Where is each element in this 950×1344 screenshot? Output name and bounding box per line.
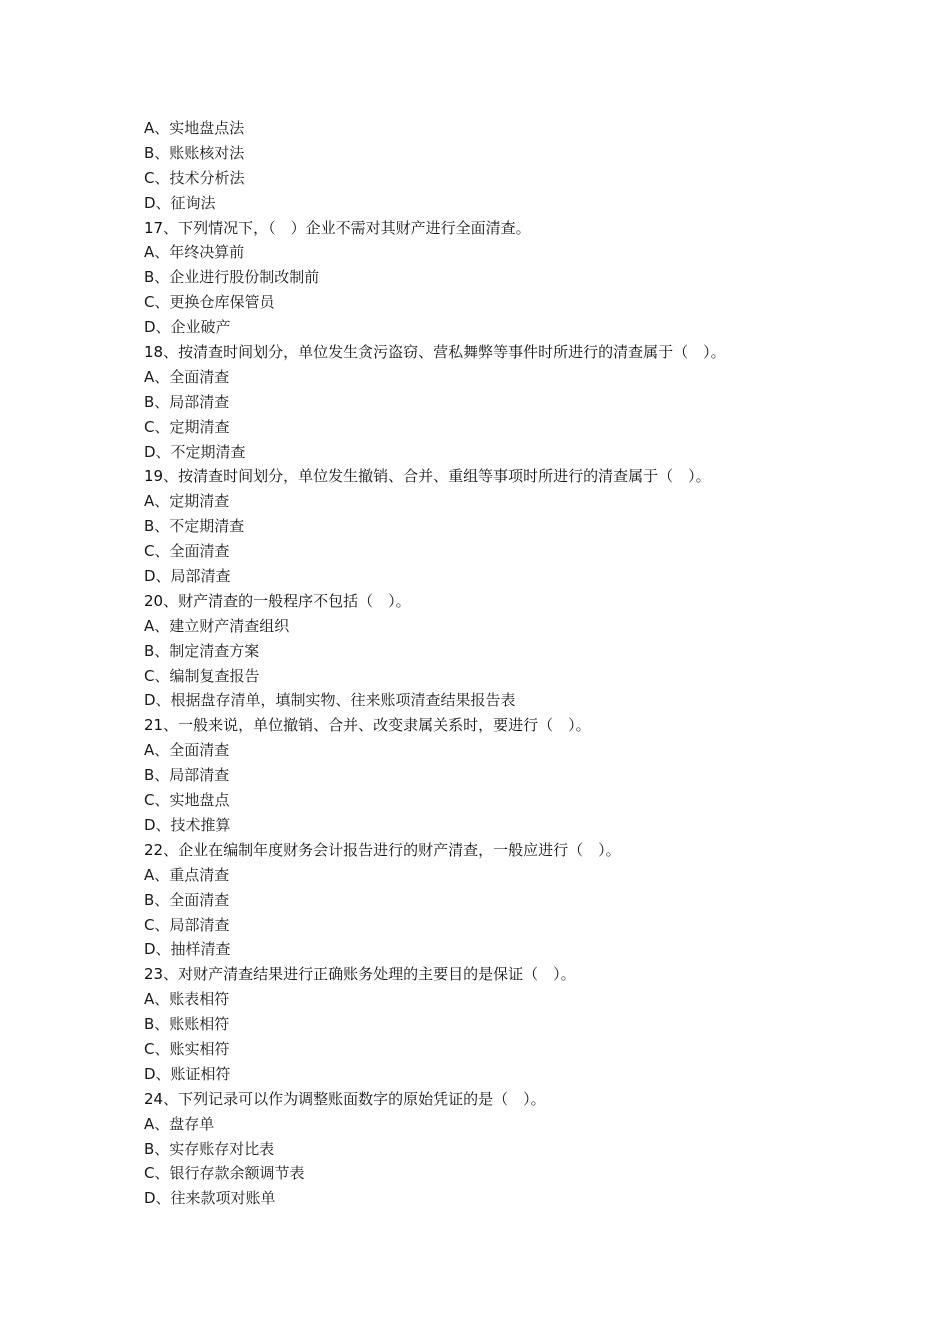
question-20: 20、财产清查的一般程序不包括（ ）。 bbox=[144, 591, 411, 610]
option-b: B、全面清查 bbox=[144, 890, 230, 909]
question-23: 23、对财产清查结果进行正确账务处理的主要目的是保证（ ）。 bbox=[144, 965, 576, 984]
option-d: D、抽样清查 bbox=[144, 940, 231, 959]
option-c: C、编制复查报告 bbox=[144, 666, 260, 685]
question-18: 18、按清查时间划分，单位发生贪污盗窃、营私舞弊等事件时所进行的清查属于（ ）。 bbox=[144, 343, 726, 362]
option-c: C、银行存款余额调节表 bbox=[144, 1164, 305, 1183]
option-c: C、更换仓库保管员 bbox=[144, 293, 275, 312]
option-b: B、实存账存对比表 bbox=[144, 1139, 275, 1158]
option-b: B、不定期清查 bbox=[144, 517, 245, 536]
option-a: A、实地盘点法 bbox=[144, 119, 245, 137]
question-24: 24、下列记录可以作为调整账面数字的原始凭证的是（ ）。 bbox=[144, 1089, 546, 1108]
option-b: B、账账核对法 bbox=[144, 143, 245, 162]
question-22: 22、企业在编制年度财务会计报告进行的财产清查，一般应进行（ ）。 bbox=[144, 840, 621, 859]
option-d: D、账证相符 bbox=[144, 1064, 231, 1083]
option-a: A、全面清查 bbox=[144, 367, 230, 386]
question-21: 21、一般来说，单位撤销、合并、改变隶属关系时，要进行（ ）。 bbox=[144, 716, 591, 735]
option-b: B、局部清查 bbox=[144, 766, 230, 785]
option-c: C、定期清查 bbox=[144, 417, 230, 436]
option-b: B、企业进行股份制改制前 bbox=[144, 268, 320, 287]
option-c: C、账实相符 bbox=[144, 1039, 230, 1058]
option-d: D、技术推算 bbox=[144, 815, 231, 834]
option-b: B、制定清查方案 bbox=[144, 641, 260, 660]
question-19: 19、按清查时间划分，单位发生撤销、合并、重组等事项时所进行的清查属于（ ）。 bbox=[144, 467, 711, 486]
option-d: D、根据盘存清单，填制实物、往来账项清查结果报告表 bbox=[144, 691, 516, 710]
option-a: A、全面清查 bbox=[144, 741, 230, 760]
option-c: C、局部清查 bbox=[144, 915, 230, 934]
option-a: A、建立财产清查组织 bbox=[144, 616, 290, 635]
option-d: D、征询法 bbox=[144, 193, 216, 212]
option-d: D、企业破产 bbox=[144, 318, 231, 337]
question-17: 17、下列情况下，（ ）企业不需对其财产进行全面清查。 bbox=[144, 218, 531, 237]
option-a: A、盘存单 bbox=[144, 1114, 215, 1133]
option-b: B、账账相符 bbox=[144, 1015, 230, 1034]
option-a: A、年终决算前 bbox=[144, 243, 245, 262]
option-c: C、技术分析法 bbox=[144, 168, 245, 187]
option-c: C、全面清查 bbox=[144, 542, 230, 561]
option-b: B、局部清查 bbox=[144, 392, 230, 411]
option-d: D、不定期清查 bbox=[144, 442, 246, 461]
option-d: D、局部清查 bbox=[144, 567, 231, 586]
option-d: D、往来款项对账单 bbox=[144, 1189, 276, 1208]
option-c: C、实地盘点 bbox=[144, 791, 230, 810]
option-a: A、定期清查 bbox=[144, 492, 230, 511]
option-a: A、重点清查 bbox=[144, 865, 230, 884]
option-a: A、账表相符 bbox=[144, 990, 230, 1009]
document-body bbox=[144, 116, 844, 1211]
